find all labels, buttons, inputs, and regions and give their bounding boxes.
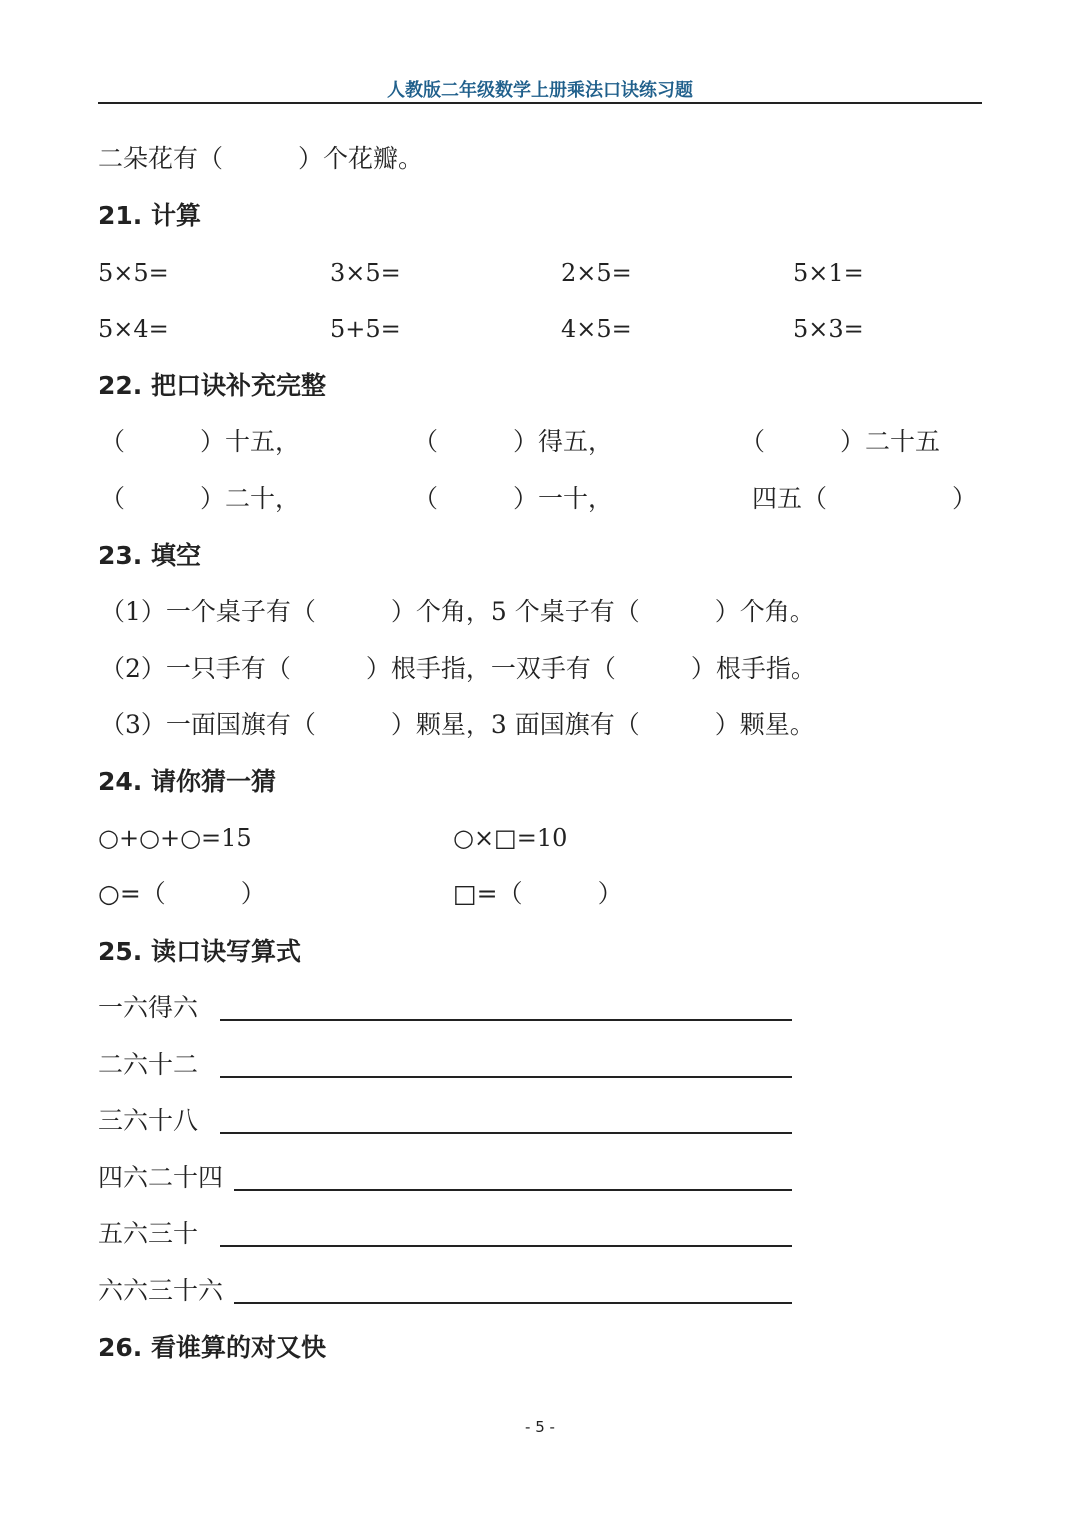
q22-blank: （ ）二十， <box>100 484 301 513</box>
q24-answer-square: □=（ ） <box>453 879 623 908</box>
q21-expr: 5×1= <box>793 259 864 287</box>
q23-item: （3）一面国旗有（ ）颗星，3 面国旗有（ ）颗星。 <box>100 710 815 739</box>
q22-blank: （ ）一十， <box>413 484 614 513</box>
q25-rhyme: 五六三十 <box>98 1219 199 1248</box>
q21-expr: 4×5= <box>561 315 632 343</box>
answer-line[interactable] <box>220 1076 792 1078</box>
q22-blank: （ ）二十五 <box>740 427 941 456</box>
q24-equation-circles: ○+○+○=15 <box>98 824 252 852</box>
q24-equation-product: ○×□=10 <box>453 824 568 852</box>
q24-heading: 24. 请你猜一猜 <box>98 767 276 796</box>
header-title: 人教版二年级数学上册乘法口诀练习题 <box>387 80 693 101</box>
q22-blank: （ ）十五， <box>100 427 301 456</box>
q21-expr: 5×5= <box>98 259 169 287</box>
q25-heading: 25. 读口诀写算式 <box>98 937 301 966</box>
answer-line[interactable] <box>234 1189 792 1191</box>
page-number: - 5 - <box>525 1418 555 1436</box>
q23-item: （1）一个桌子有（ ）个角，5 个桌子有（ ）个角。 <box>100 597 815 626</box>
q25-rhyme: 二六十二 <box>98 1050 199 1079</box>
q26-heading: 26. 看谁算的对又快 <box>98 1333 326 1362</box>
q24-answer-circle: ○=（ ） <box>98 879 266 908</box>
q22-blank: 四五（ ） <box>752 484 978 513</box>
q25-rhyme: 六六三十六 <box>98 1276 224 1305</box>
answer-line[interactable] <box>220 1245 792 1247</box>
q22-heading: 22. 把口诀补充完整 <box>98 371 326 400</box>
header-rule <box>98 102 982 104</box>
answer-line[interactable] <box>234 1302 792 1304</box>
answer-line[interactable] <box>220 1132 792 1134</box>
answer-line[interactable] <box>220 1019 792 1021</box>
q21-expr: 5+5= <box>330 315 401 343</box>
q23-item: （2）一只手有（ ）根手指，一双手有（ ）根手指。 <box>100 654 816 683</box>
q21-expr: 3×5= <box>330 259 401 287</box>
q21-expr: 5×4= <box>98 315 169 343</box>
q21-expr: 5×3= <box>793 315 864 343</box>
q21-heading: 21. 计算 <box>98 201 201 230</box>
q23-heading: 23. 填空 <box>98 541 201 570</box>
intro-line: 二朵花有（ ）个花瓣。 <box>98 144 424 173</box>
q25-rhyme: 四六二十四 <box>98 1163 224 1192</box>
q25-rhyme: 一六得六 <box>98 993 199 1022</box>
q21-expr: 2×5= <box>561 259 632 287</box>
q22-blank: （ ）得五， <box>413 427 614 456</box>
q25-rhyme: 三六十八 <box>98 1106 199 1135</box>
